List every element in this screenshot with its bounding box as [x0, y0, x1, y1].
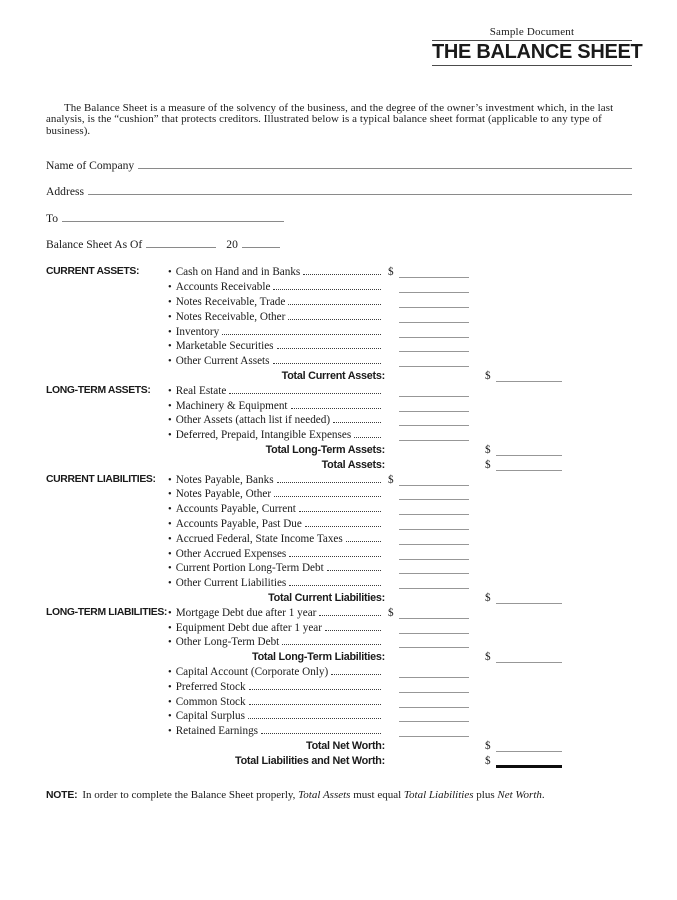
amount-blank[interactable]: [399, 646, 469, 648]
dotted-leader: [289, 556, 381, 557]
note-text: [82, 789, 544, 801]
title-rule-bottom: [432, 65, 632, 66]
bullet-icon: •: [168, 326, 172, 338]
line-item: [168, 517, 385, 533]
note-label: NOTE:: [46, 790, 78, 802]
section-long-term-assets: [46, 384, 632, 473]
line-item-label: Other Current Assets: [175, 355, 270, 368]
line-item: [168, 428, 385, 444]
note-segment: must equal: [350, 789, 404, 802]
line-item: [168, 709, 385, 725]
total-currency-symbol: $: [485, 754, 491, 767]
document-header: [432, 26, 643, 66]
bullet-icon: •: [168, 518, 172, 530]
total-currency-symbol: $: [485, 443, 491, 456]
dotted-leader: [289, 585, 381, 586]
bullet-icon: •: [168, 430, 172, 442]
note-segment: In order to complete the Balance Sheet properly,: [82, 789, 299, 802]
line-item-label: Notes Receivable, Other: [175, 310, 286, 323]
line-item: [168, 576, 385, 592]
line-item-row: [168, 547, 632, 562]
total-amount-blank[interactable]: [496, 454, 562, 456]
line-item: [168, 665, 385, 681]
line-item-row: [168, 265, 632, 280]
bullet-icon: •: [168, 622, 172, 634]
line-item: [168, 295, 385, 311]
amount-blank[interactable]: [399, 321, 469, 323]
line-item-row: [168, 621, 632, 636]
line-item: [168, 310, 385, 326]
line-item-row: [168, 561, 632, 576]
dotted-leader: [305, 526, 381, 527]
amount-blank[interactable]: [399, 395, 469, 397]
section-heading-current-liabilities: CURRENT LIABILITIES:: [46, 473, 156, 485]
amount-blank[interactable]: [399, 336, 469, 338]
line-item-label: Capital Surplus: [175, 710, 245, 723]
line-item-label: Current Portion Long-Term Debt: [175, 562, 324, 575]
line-item: [168, 487, 385, 503]
line-item-row: [168, 310, 632, 325]
total-label: Total Current Assets:: [281, 369, 385, 382]
line-item-label: Preferred Stock: [175, 680, 246, 693]
bullet-icon: •: [168, 578, 172, 590]
dotted-leader: [346, 541, 381, 542]
bullet-icon: •: [168, 504, 172, 516]
dotted-leader: [299, 511, 381, 512]
dotted-leader: [288, 319, 381, 320]
line-item-row: [168, 384, 632, 399]
total-amount-blank[interactable]: [496, 661, 562, 663]
line-item: [168, 384, 385, 400]
note-segment: plus: [473, 789, 498, 802]
total-label: Total Long-Term Assets:: [265, 443, 385, 456]
bullet-icon: •: [168, 681, 172, 693]
bullet-icon: •: [168, 356, 172, 368]
as-of-date-field-label: Balance Sheet As Of: [46, 238, 143, 252]
total-row: [168, 458, 632, 473]
total-label: Total Assets:: [321, 458, 385, 471]
line-item-row: [168, 399, 632, 414]
dotted-leader: [249, 689, 381, 690]
dotted-leader: [282, 644, 381, 645]
dotted-leader: [327, 570, 381, 571]
line-item-label: Notes Payable, Banks: [175, 473, 274, 486]
line-item-label: Equipment Debt due after 1 year: [175, 621, 322, 634]
line-item-label: Retained Earnings: [175, 725, 259, 738]
note: [46, 789, 632, 802]
to-field-label: To: [46, 211, 59, 225]
bullet-icon: •: [168, 711, 172, 723]
note-term: Total Assets: [298, 789, 351, 802]
total-row: [168, 591, 632, 606]
line-item-row: [168, 487, 632, 502]
bullet-icon: •: [168, 474, 172, 486]
line-item-row: [168, 325, 632, 340]
amount-blank[interactable]: [399, 498, 469, 500]
line-item: [168, 339, 385, 355]
bullet-icon: •: [168, 311, 172, 323]
total-row: [168, 739, 632, 754]
total-row: [168, 754, 632, 769]
bullet-icon: •: [168, 696, 172, 708]
line-item-label: Notes Receivable, Trade: [175, 295, 286, 308]
section-current-assets: [46, 265, 632, 383]
line-item-label: Machinery & Equipment: [175, 399, 288, 412]
line-item: [168, 325, 385, 341]
dotted-leader: [249, 704, 381, 705]
amount-blank[interactable]: [399, 617, 469, 619]
total-row: [168, 369, 632, 384]
amount-blank[interactable]: [399, 350, 469, 352]
total-amount-blank[interactable]: [496, 469, 562, 471]
dotted-leader: [222, 334, 381, 335]
line-item-label: Other Current Liabilities: [175, 577, 287, 590]
line-item-label: Other Accrued Expenses: [175, 547, 287, 560]
address-field-label: Address: [46, 185, 84, 199]
line-item-row: [168, 517, 632, 532]
amount-blank[interactable]: [399, 572, 469, 574]
line-item-row: [168, 413, 632, 428]
dotted-leader: [273, 289, 381, 290]
line-item: [168, 695, 385, 711]
note-term: Net Worth: [497, 789, 542, 802]
amount-blank[interactable]: [399, 528, 469, 530]
bullet-icon: •: [168, 533, 172, 545]
line-item-row: [168, 724, 632, 739]
line-item-label: Real Estate: [175, 384, 227, 397]
line-item-label: Notes Payable, Other: [175, 488, 272, 501]
line-item-row: [168, 473, 632, 488]
dotted-leader: [277, 348, 381, 349]
dotted-leader: [331, 674, 381, 675]
total-currency-symbol: $: [485, 591, 491, 604]
line-item-row: [168, 502, 632, 517]
bullet-icon: •: [168, 341, 172, 353]
bullet-icon: •: [168, 267, 172, 279]
line-item: [168, 532, 385, 548]
dotted-leader: [354, 437, 381, 438]
amount-blank[interactable]: [399, 735, 469, 737]
amount-blank[interactable]: [399, 720, 469, 722]
amount-blank[interactable]: [399, 306, 469, 308]
total-currency-symbol: $: [485, 739, 491, 752]
currency-symbol: $: [388, 473, 394, 486]
page-title: THE BALANCE SHEET: [432, 41, 643, 63]
line-item-label: Accounts Payable, Current: [175, 503, 296, 516]
amount-blank[interactable]: [399, 424, 469, 426]
total-row: [168, 650, 632, 665]
line-item: [168, 473, 385, 489]
as-of-date-field-line[interactable]: [146, 246, 216, 248]
bullet-icon: •: [168, 296, 172, 308]
total-label: Total Liabilities and Net Worth:: [235, 754, 385, 767]
line-item: [168, 621, 385, 637]
section-current-liabilities: [46, 473, 632, 606]
line-item-label: Deferred, Prepaid, Intangible Expenses: [175, 429, 352, 442]
line-item-label: Common Stock: [175, 695, 246, 708]
year-prefix-label: 20: [226, 238, 238, 252]
bullet-icon: •: [168, 607, 172, 619]
dotted-leader: [273, 363, 381, 364]
dotted-leader: [291, 408, 381, 409]
total-amount-blank[interactable]: [496, 765, 562, 768]
line-item-row: [168, 709, 632, 724]
amount-blank[interactable]: [399, 706, 469, 708]
total-currency-symbol: $: [485, 458, 491, 471]
amount-blank[interactable]: [399, 291, 469, 293]
line-item-label: Inventory: [175, 325, 220, 338]
amount-blank[interactable]: [399, 513, 469, 515]
line-item-label: Accounts Receivable: [175, 281, 271, 294]
line-item-label: Marketable Securities: [175, 340, 274, 353]
bullet-icon: •: [168, 726, 172, 738]
line-item: [168, 354, 385, 370]
line-item-label: Accrued Federal, State Income Taxes: [175, 532, 343, 545]
line-item-label: Other Assets (attach list if needed): [175, 414, 331, 427]
total-label: Total Net Worth:: [306, 739, 385, 752]
amount-blank[interactable]: [399, 632, 469, 634]
amount-blank[interactable]: [399, 558, 469, 560]
company-field-line[interactable]: [138, 167, 632, 169]
dotted-leader: [325, 630, 381, 631]
line-item-row: [168, 280, 632, 295]
amount-blank[interactable]: [399, 691, 469, 693]
total-row: [168, 443, 632, 458]
line-item-row: [168, 576, 632, 591]
intro-paragraph: The Balance Sheet is a measure of the solvency of the business, and the degree of the owner’s investment which, in the last analysis, is the “cushion” that protects creditors. Illustrated below is a typical balance sheet format (applicable to any type of business).: [46, 102, 614, 137]
total-label: Total Long-Term Liabilities:: [252, 651, 385, 664]
line-item-label: Capital Account (Corporate Only): [175, 665, 329, 678]
line-item-label: Other Long-Term Debt: [175, 636, 280, 649]
total-amount-blank[interactable]: [496, 750, 562, 752]
line-item: [168, 265, 385, 281]
line-item-row: [168, 635, 632, 650]
line-item-row: [168, 680, 632, 695]
total-amount-blank[interactable]: [496, 380, 562, 382]
dotted-leader: [303, 274, 381, 275]
dotted-leader: [248, 718, 381, 719]
bullet-icon: •: [168, 666, 172, 678]
line-item: [168, 635, 385, 651]
line-item-label: Accounts Payable, Past Due: [175, 517, 302, 530]
line-item: [168, 680, 385, 696]
dotted-leader: [319, 615, 381, 616]
line-item-row: [168, 295, 632, 310]
amount-blank[interactable]: [399, 484, 469, 486]
amount-blank[interactable]: [399, 365, 469, 367]
line-item-row: [168, 428, 632, 443]
balance-sheet-table: [46, 265, 632, 768]
bullet-icon: •: [168, 400, 172, 412]
section-heading-long-term-liabilities: LONG-TERM LIABILITIES:: [46, 606, 168, 618]
line-item: [168, 724, 385, 740]
bullet-icon: •: [168, 415, 172, 427]
line-item-row: [168, 665, 632, 680]
amount-blank[interactable]: [399, 676, 469, 678]
line-item: [168, 547, 385, 563]
bullet-icon: •: [168, 489, 172, 501]
amount-blank[interactable]: [399, 276, 469, 278]
address-field-line[interactable]: [88, 193, 632, 195]
section-heading-long-term-assets: LONG-TERM ASSETS:: [46, 384, 151, 396]
line-item-row: [168, 339, 632, 354]
bullet-icon: •: [168, 563, 172, 575]
dotted-leader: [277, 482, 381, 483]
amount-blank[interactable]: [399, 587, 469, 589]
line-item: [168, 606, 385, 622]
line-item-row: [168, 695, 632, 710]
amount-blank[interactable]: [399, 439, 469, 441]
address-field-row: [46, 185, 632, 198]
dotted-leader: [288, 304, 381, 305]
dotted-leader: [261, 733, 381, 734]
as-of-date-field-row: [46, 238, 632, 251]
line-item-row: [168, 354, 632, 369]
section-heading-current-assets: CURRENT ASSETS:: [46, 266, 140, 278]
bullet-icon: •: [168, 637, 172, 649]
total-amount-blank[interactable]: [496, 602, 562, 604]
line-item: [168, 561, 385, 577]
line-item: [168, 413, 385, 429]
note-segment: .: [541, 789, 545, 802]
company-field-label: Name of Company: [46, 158, 135, 172]
dotted-leader: [229, 393, 381, 394]
currency-symbol: $: [388, 606, 394, 619]
dotted-leader: [333, 422, 381, 423]
total-label: Total Current Liabilities:: [268, 591, 385, 604]
to-field-line[interactable]: [62, 220, 284, 222]
note-term: Total Liabilities: [403, 789, 474, 802]
currency-symbol: $: [388, 266, 394, 279]
total-currency-symbol: $: [485, 651, 491, 664]
dotted-leader: [274, 496, 381, 497]
sample-document-label: Sample Document: [489, 26, 575, 38]
company-field-row: [46, 159, 632, 172]
line-item: [168, 502, 385, 518]
line-item-row: [168, 532, 632, 547]
line-item-label: Cash on Hand and in Banks: [175, 266, 301, 279]
bullet-icon: •: [168, 548, 172, 560]
bullet-icon: •: [168, 385, 172, 397]
line-item-label: Mortgage Debt due after 1 year: [175, 606, 317, 619]
year-field-line[interactable]: [242, 246, 280, 248]
amount-blank[interactable]: [399, 543, 469, 545]
amount-blank[interactable]: [399, 410, 469, 412]
line-item-row: [168, 606, 632, 621]
line-item: [168, 399, 385, 415]
bullet-icon: •: [168, 282, 172, 294]
total-currency-symbol: $: [485, 369, 491, 382]
line-item: [168, 280, 385, 296]
form-fields: [46, 159, 632, 252]
section-long-term-liabilities: [46, 606, 632, 769]
to-field-row: [46, 212, 632, 225]
